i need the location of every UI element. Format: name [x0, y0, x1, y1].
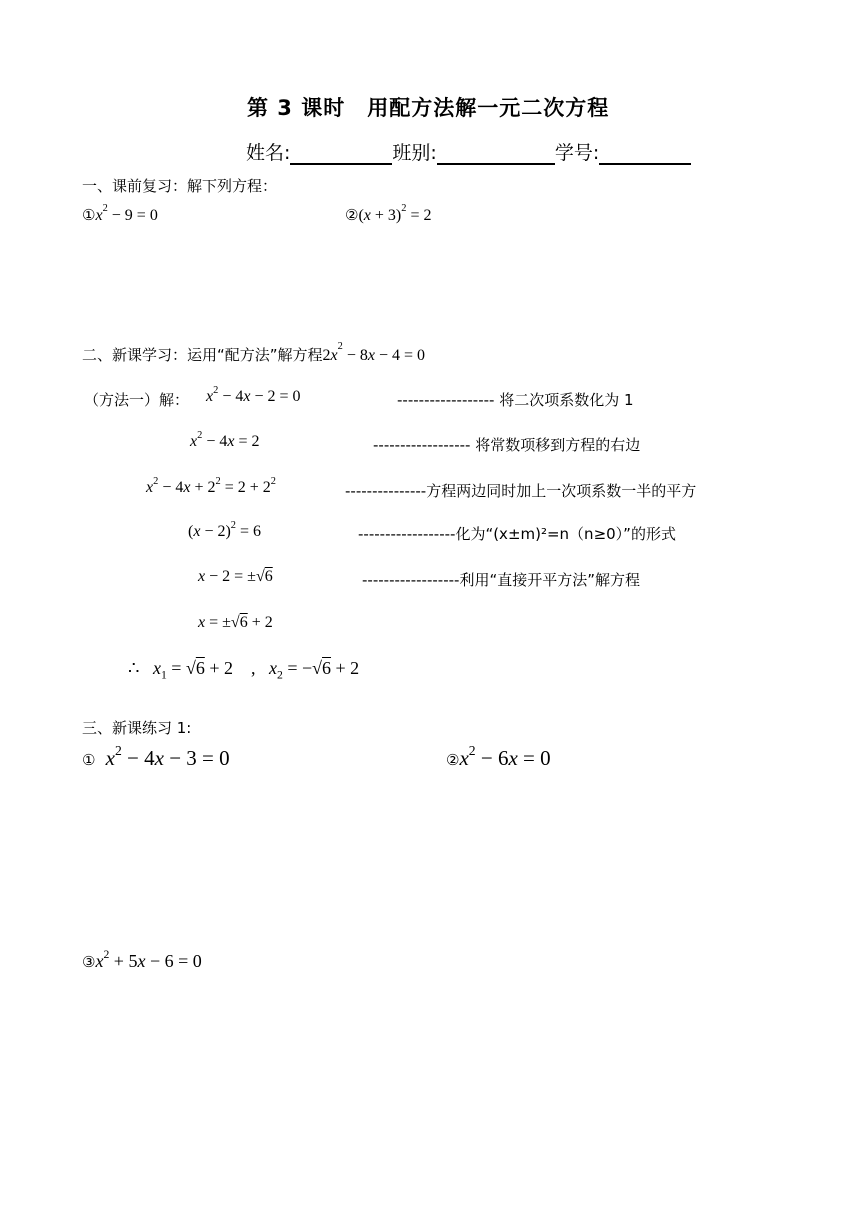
- review-equation-1: $①x^2 - 9 = 0$: [82, 203, 158, 224]
- practice-p1-number: ①: [82, 751, 96, 769]
- therefore-symbol: ∴: [128, 658, 140, 678]
- practice-problem-2: $②x^2 - 6x = 0$: [446, 743, 551, 770]
- step1-note: ------------------ 将二次项系数化为 1: [397, 391, 634, 409]
- review-q2-number: ②: [345, 206, 359, 224]
- section2-heading-text: 二、新课学习：运用“配方法”解方程: [82, 346, 323, 364]
- step3-note: ---------------方程两边同时加上一次项系数一半的平方: [345, 482, 697, 500]
- step2-equation: $x^2 - 4x = 2$: [190, 430, 260, 450]
- section3-heading: 三、新课练习 1:: [82, 719, 192, 737]
- step5-note: ------------------利用“直接开平方法”解方程: [362, 571, 640, 589]
- section1-heading: 一、课前复习：解下列方程：: [82, 177, 278, 195]
- page-title: 第 3 课时 用配方法解一元二次方程: [247, 96, 610, 120]
- step6-equation: x = ±√6 + 2: [198, 614, 273, 631]
- practice-problem-1: ① $x^2 - 4x - 3 = 0$: [82, 743, 230, 770]
- method-label: （方法一）解：: [84, 391, 190, 409]
- id-label: 学号:: [554, 142, 600, 164]
- student-info-fields: [246, 138, 691, 165]
- step4-note: ------------------化为“(x±m)²=n（n≥0）”的形式: [358, 525, 676, 543]
- practice-p2-number: ②: [446, 751, 460, 769]
- id-field[interactable]: [599, 143, 691, 165]
- step5-equation: x − 2 = ±√6: [198, 568, 273, 585]
- step2-note: ------------------ 将常数项移到方程的右边: [373, 436, 641, 454]
- review-equation-2: ②(x + 3)$^2$ = 2: [345, 203, 432, 224]
- final-solutions: ∴ $x_1 = √6 + 2$ , $x_2 = -√6 + 2$: [128, 658, 360, 682]
- class-field[interactable]: [437, 143, 555, 165]
- practice-problem-3: $③x^2 + 5x - 6 = 0$: [82, 948, 202, 971]
- name-label: 姓名:: [246, 142, 291, 164]
- step4-equation: $(x - 2)^2 = 6$: [188, 520, 262, 540]
- step3-equation: $x^2 - 4x + 2^2 = 2 + 2^2$: [146, 476, 276, 496]
- practice-p3-number: ③: [82, 953, 96, 971]
- class-label: 班别:: [392, 142, 437, 164]
- main-equation: $2x^2 - 8x - 4 = 0$: [322, 341, 426, 364]
- step1-equation: $x^2 - 4x - 2 = 0$: [206, 385, 301, 405]
- section2-heading: [82, 341, 426, 365]
- review-q1-number: ①: [82, 206, 96, 224]
- name-field[interactable]: [290, 143, 392, 165]
